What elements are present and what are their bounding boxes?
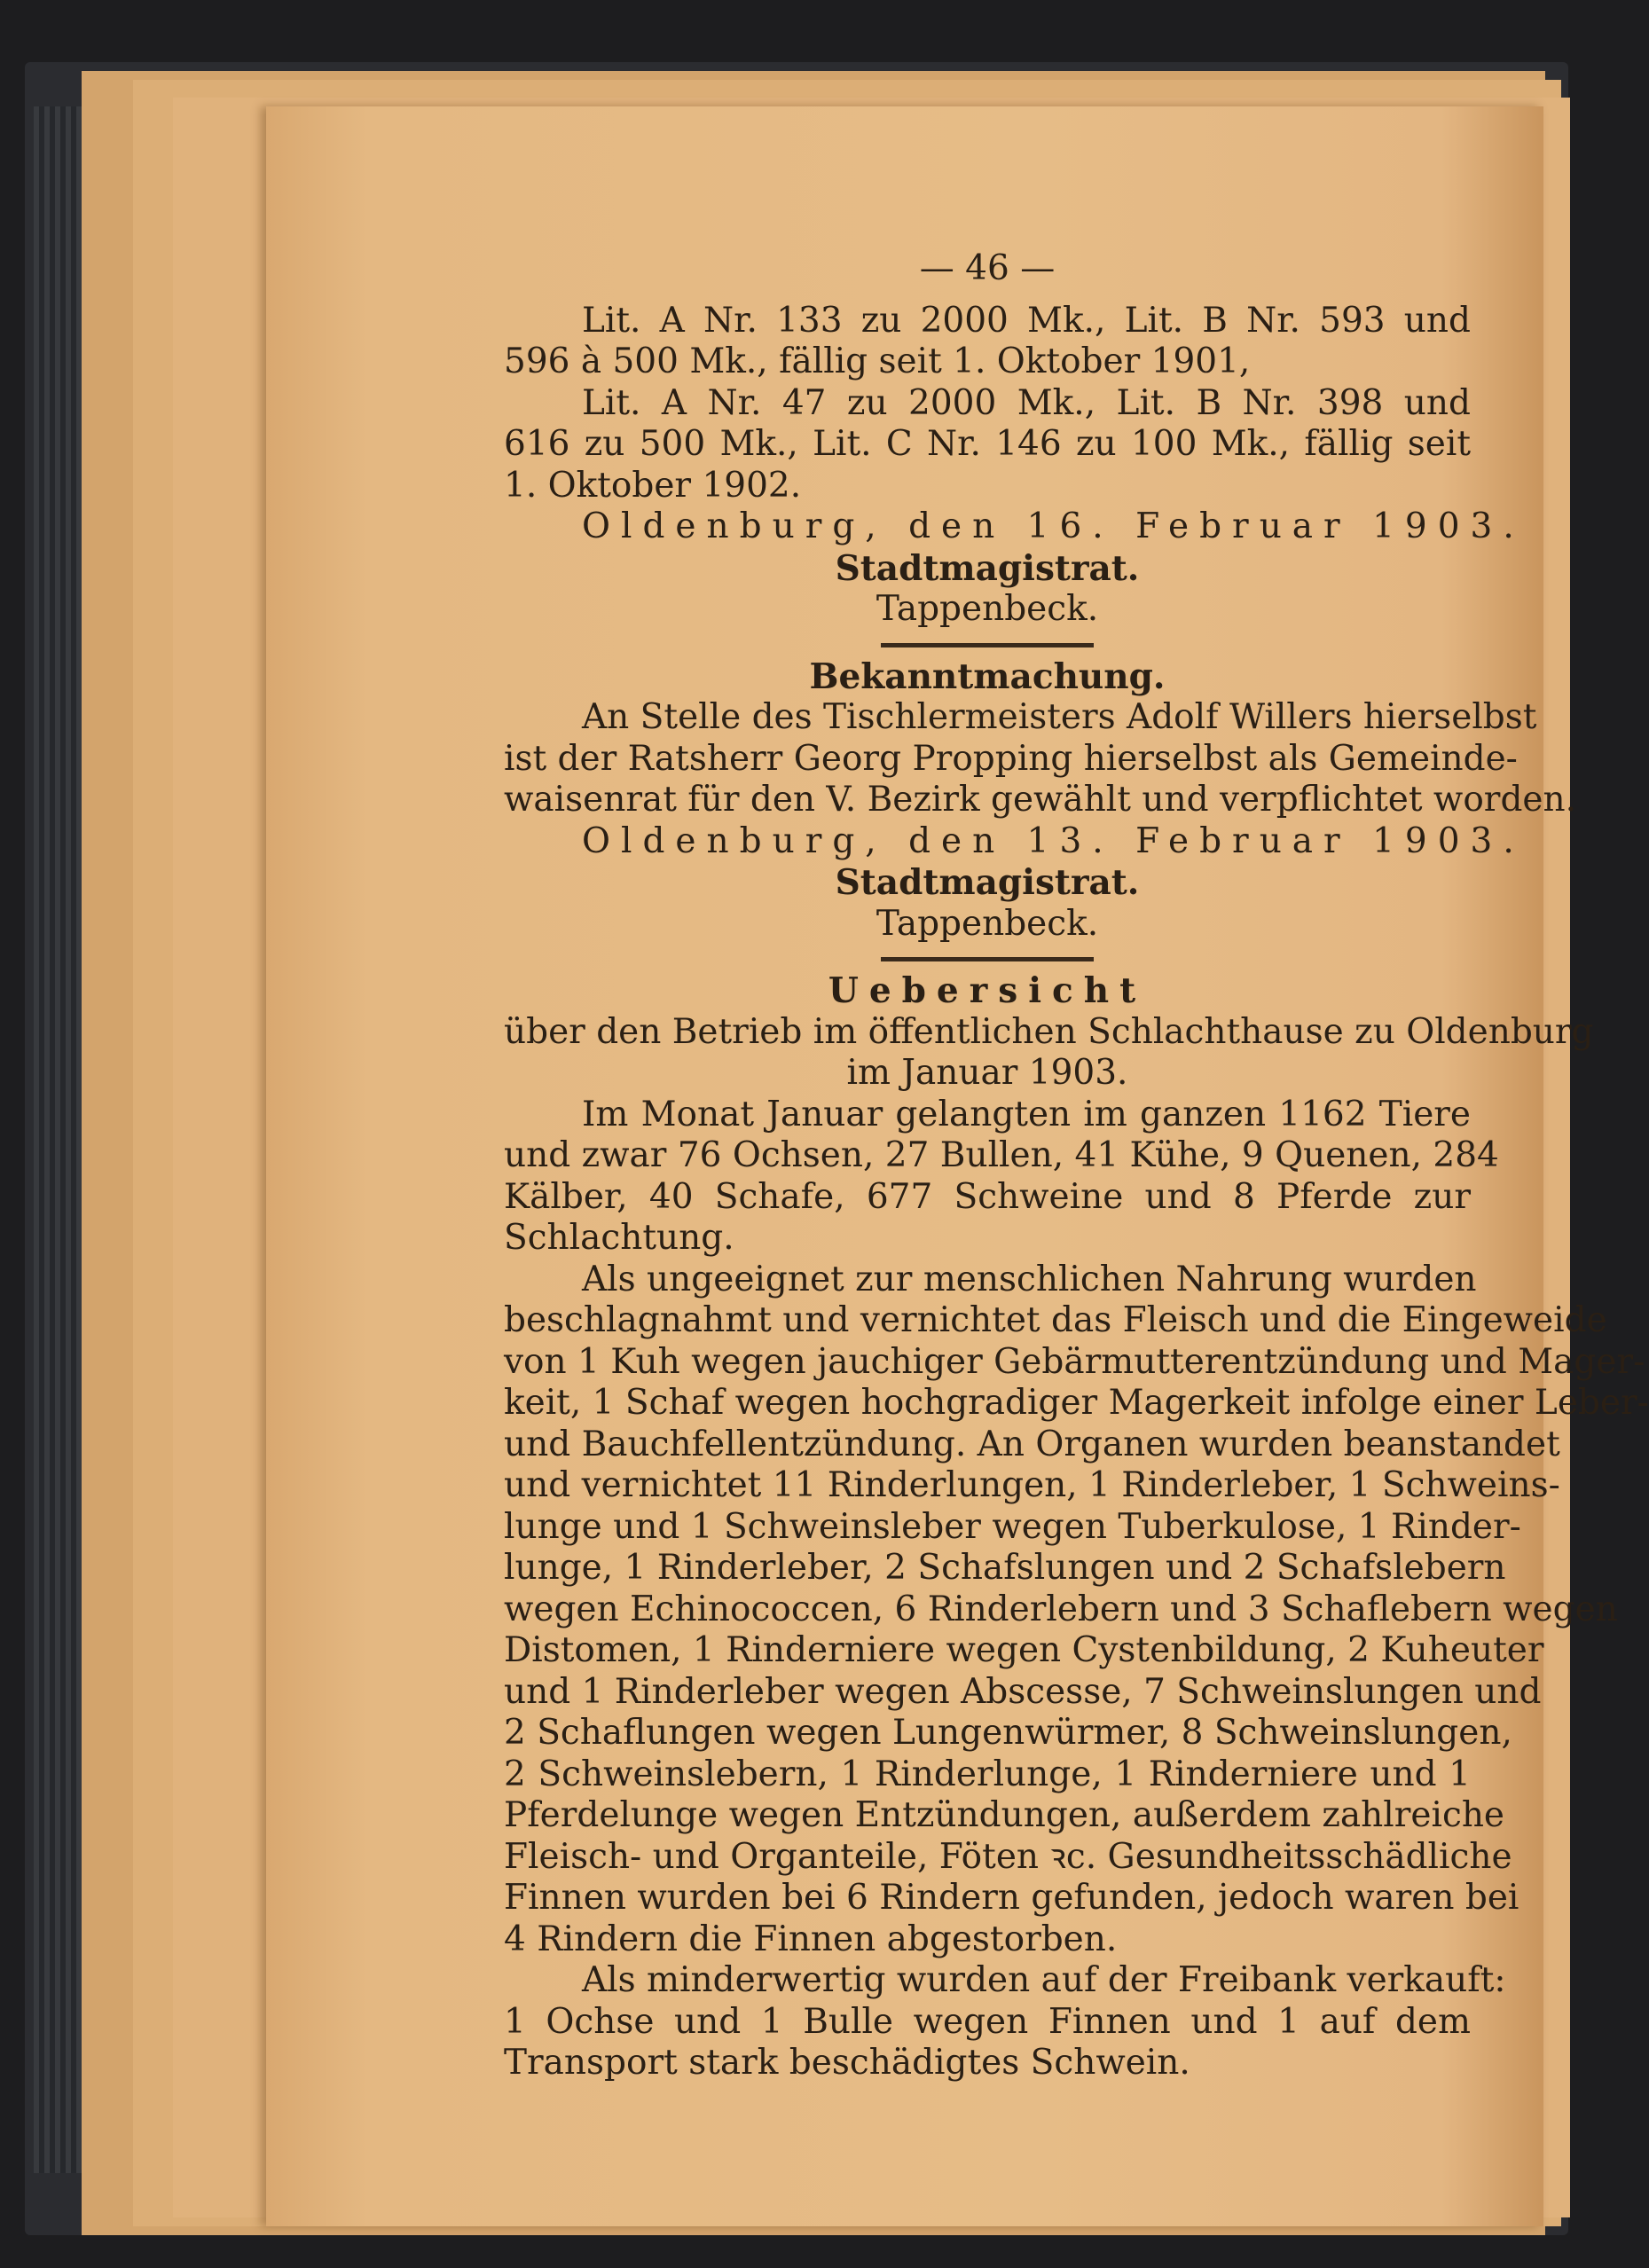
- text-line: Transport stark beschädigtes Schwein.: [504, 2043, 1190, 2083]
- text-line: beschlagnahmt und vernichtet das Fleisch und die Eingeweide: [504, 1300, 1607, 1340]
- text-line: 1. Oktober 1902.: [504, 465, 802, 506]
- place-date: Oldenburg, den 13. Februar 1903.: [582, 820, 1525, 861]
- text-line: 616 zu 500 Mk., Lit. C Nr. 146 zu 100 Mk., fällig seit: [504, 424, 1471, 464]
- text-line: Finnen wurden bei 6 Rindern gefunden, jedoch waren bei: [504, 1878, 1519, 1918]
- text-line: 4 Rindern die Finnen abgestorben.: [504, 1919, 1118, 1959]
- text-line: Lit. A Nr. 133 zu 2000 Mk., Lit. B Nr. 593 und: [582, 300, 1471, 341]
- authority: Stadtmagistrat.: [835, 547, 1140, 589]
- signature: Tappenbeck.: [876, 589, 1099, 629]
- text-line: ist der Ratsherr Georg Propping hierselbst als Gemeinde-: [504, 738, 1518, 779]
- text-line: keit, 1 Schaf wegen hochgradiger Magerkeit infolge einer Leber-: [504, 1383, 1649, 1423]
- text-line: wegen Echinococcen, 6 Rinderlebern und 3 Schaflebern wegen: [504, 1589, 1618, 1629]
- text-line: von 1 Kuh wegen jauchiger Gebärmutterentzündung und Mager-: [504, 1341, 1645, 1382]
- section-heading: Uebersicht: [828, 970, 1147, 1011]
- text-line: Im Monat Januar gelangten im ganzen 1162 Tiere: [582, 1094, 1471, 1134]
- subheading-line: im Januar 1903.: [846, 1053, 1128, 1093]
- text-line: 1 Ochse und 1 Bulle wegen Finnen und 1 auf dem: [504, 2001, 1471, 2042]
- text-line: und Bauchfellentzündung. An Organen wurden beanstandet: [504, 1424, 1560, 1464]
- section-heading: Bekanntmachung.: [809, 655, 1166, 697]
- authority: Stadtmagistrat.: [835, 862, 1140, 903]
- text-line: und vernichtet 11 Rinderlungen, 1 Rinderleber, 1 Schweins-: [504, 1465, 1560, 1505]
- text-line: waisenrat für den V. Bezirk gewählt und verpflichtet worden.: [504, 780, 1576, 820]
- text-line: Als ungeeignet zur menschlichen Nahrung wurden: [582, 1259, 1477, 1299]
- text-line: Fleisch- und Organteile, Föten ꝛc. Gesundheitsschädliche: [504, 1836, 1512, 1877]
- divider: [881, 957, 1094, 961]
- signature: Tappenbeck.: [876, 903, 1099, 944]
- text-line: Als minderwertig wurden auf der Freibank verkauft:: [582, 1960, 1506, 2000]
- text-line: Kälber, 40 Schafe, 677 Schweine und 8 Pferde zur: [504, 1176, 1471, 1217]
- text-line: 2 Schaflungen wegen Lungenwürmer, 8 Schweinslungen,: [504, 1713, 1512, 1753]
- text-line: An Stelle des Tischlermeisters Adolf Willers hierselbst: [582, 697, 1537, 737]
- place-date: Oldenburg, den 16. Februar 1903.: [582, 506, 1525, 546]
- text-line: Lit. A Nr. 47 zu 2000 Mk., Lit. B Nr. 398 und: [582, 382, 1471, 423]
- text-line: 2 Schweinslebern, 1 Rinderlunge, 1 Rinderniere und 1: [504, 1754, 1471, 1794]
- divider: [881, 643, 1094, 647]
- text-line: Distomen, 1 Rinderniere wegen Cystenbildung, 2 Kuheuter: [504, 1630, 1544, 1670]
- text-line: lunge, 1 Rinderleber, 2 Schafslungen und 2 Schafslebern: [504, 1548, 1506, 1588]
- subheading-line: über den Betrieb im öffentlichen Schlachthause zu Oldenburg: [504, 1011, 1594, 1052]
- page-text: [504, 248, 1649, 2084]
- text-line: und 1 Rinderleber wegen Abscesse, 7 Schweinslungen und: [504, 1671, 1542, 1712]
- text-line: 596 à 500 Mk., fällig seit 1. Oktober 1901,: [504, 341, 1251, 381]
- book-spine: [34, 106, 87, 2173]
- text-line: Pferdelunge wegen Entzündungen, außerdem zahlreiche: [504, 1795, 1505, 1835]
- text-line: und zwar 76 Ochsen, 27 Bullen, 41 Kühe, 9 Quenen, 284: [504, 1135, 1499, 1175]
- text-line: lunge und 1 Schweinsleber wegen Tuberkulose, 1 Rinder-: [504, 1506, 1521, 1547]
- text-line: Schlachtung.: [504, 1218, 734, 1258]
- page-number: — 46 —: [919, 248, 1056, 288]
